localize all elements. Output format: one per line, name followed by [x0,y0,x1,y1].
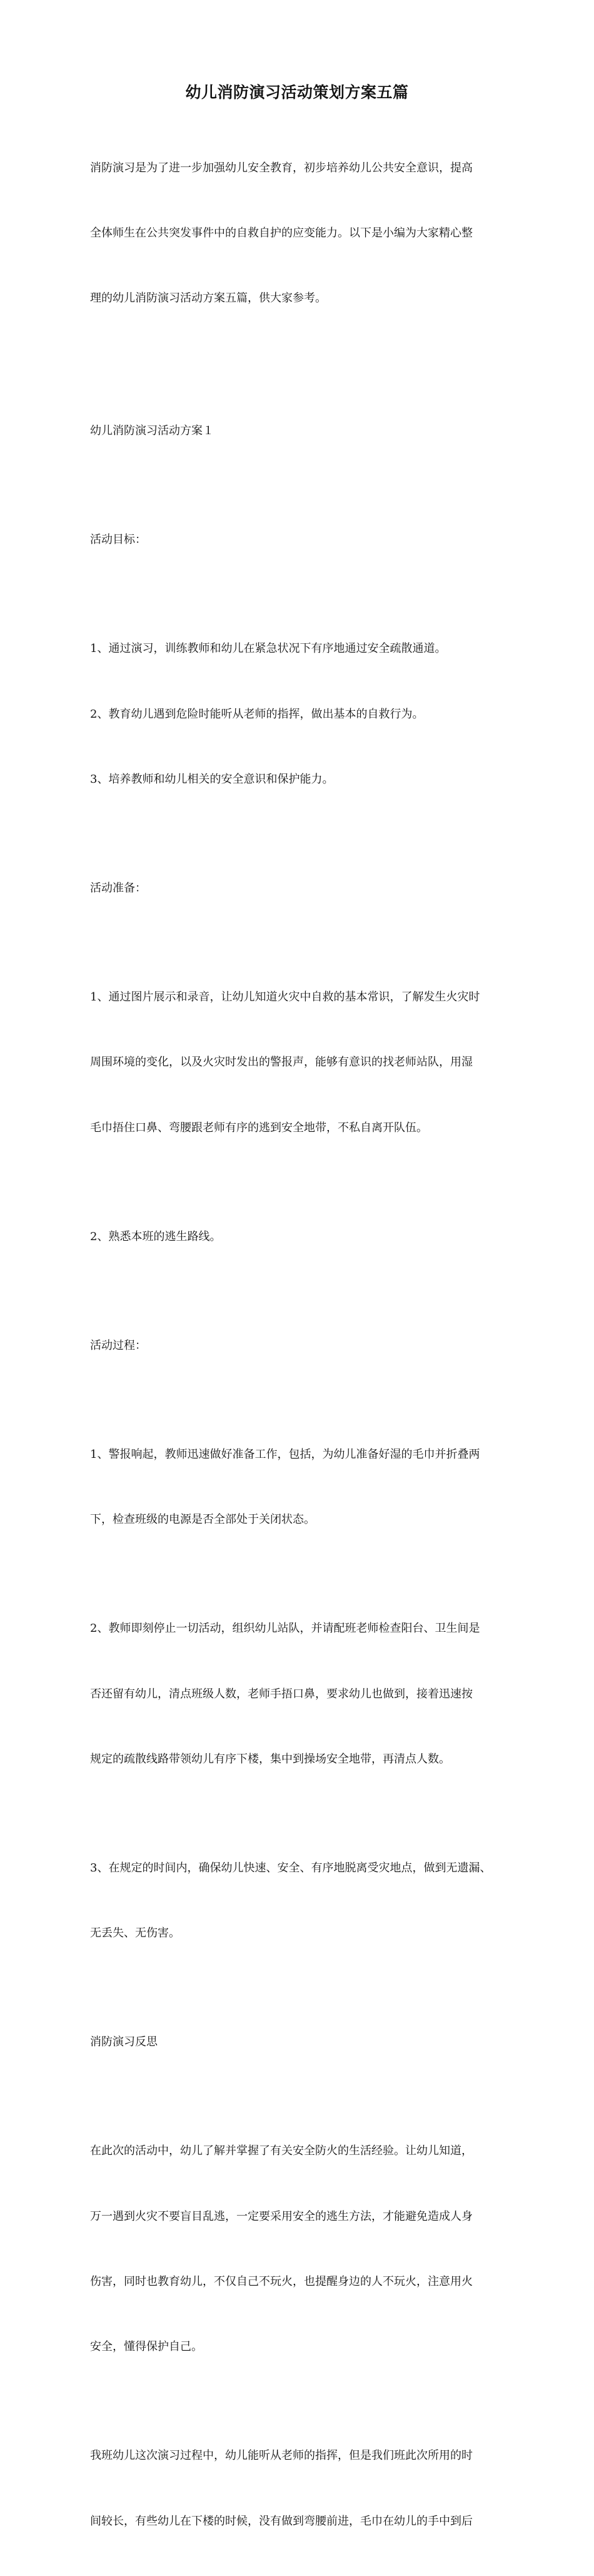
goals-list [90,595,515,835]
process-item-3: 3、在规定的时间内，确保幼儿快速、安全、有序地脱离受灾地点，做到无遗漏、 无丢失、无伤害。 [90,1861,491,1940]
goal-item: 3、培养教师和幼儿相关的安全意识和保护能力。 [90,773,334,787]
reflection-heading: 消防演习反思 [90,2035,158,2049]
process-heading: 活动过程： [90,1338,146,1352]
process-item-2: 2、教师即刻停止一切活动，组织幼儿站队，并请配班老师检查阳台、卫生间是 否还留有幼儿，清点班级人数，老师手捂口鼻，要求幼儿也做到，接着迅速按 规定的疏散线路带领幼儿有序下楼，集中到操场安全地带，再清点人数。 [90,1622,480,1766]
prep-item-1: 1、通过图片展示和录音，让幼儿知道火灾中自救的基本常识，了解发生火灾时 周围环境的变化，以及火灾时发出的警报声，能够有意识的找老师站队，用湿 毛巾捂住口鼻、弯腰跟老师有序的逃到安全地带，不私自离开队伍。 [90,990,480,1134]
goal-item: 2、教育幼儿遇到危险时能听从老师的指挥，做出基本的自救行为。 [90,707,424,721]
prep-heading: 活动准备： [90,882,146,895]
prep-item-2: 2、熟悉本班的逃生路线。 [90,1229,221,1243]
intro-paragraph [90,114,515,354]
intro-line: 消防演习是为了进一步加强幼儿安全教育，初步培养幼儿公共安全意识，提高 [90,161,473,175]
intro-line: 理的幼儿消防演习活动方案五篇，供大家参考。 [90,292,326,305]
process-item-1: 1、警报响起，教师迅速做好准备工作，包括，为幼儿准备好湿的毛巾并折叠两 下，检查班级的电源是否全部处于关闭状态。 [90,1447,480,1527]
intro-line: 全体师生在公共突发事件中的自救自护的应变能力。以下是小编为大家精心整 [90,226,473,240]
reflection-paragraph-1: 在此次的活动中，幼儿了解并掌握了有关安全防火的生活经验。让幼儿知道， 万一遇到火灾不要盲目乱逃，一定要采用安全的逃生方法，才能避免造成人身 伤害，同时也教育幼儿，不仅自己不玩火，也提醒身边的人不玩火，注意用火 安全，懂得保护自己。 [90,2144,473,2354]
reflection-paragraph-2: 我班幼儿这次演习过程中，幼儿能听从老师的指挥，但是我们班此次所用的时 间较长，有些幼儿在下楼的时候，没有做到弯腰前进，毛巾在幼儿的手中到后 [90,2449,473,2528]
section-title: 幼儿消防演习活动方案１ [90,424,214,438]
document-body [90,114,515,2576]
goals-heading: 活动目标： [90,533,146,547]
paragraph-gap [90,354,515,377]
document-title: 幼儿消防演习活动策划方案五篇 [185,83,409,101]
goal-item: 1、通过演习，训练教师和幼儿在紧急状况下有序地通过安全疏散通道。 [90,642,446,656]
